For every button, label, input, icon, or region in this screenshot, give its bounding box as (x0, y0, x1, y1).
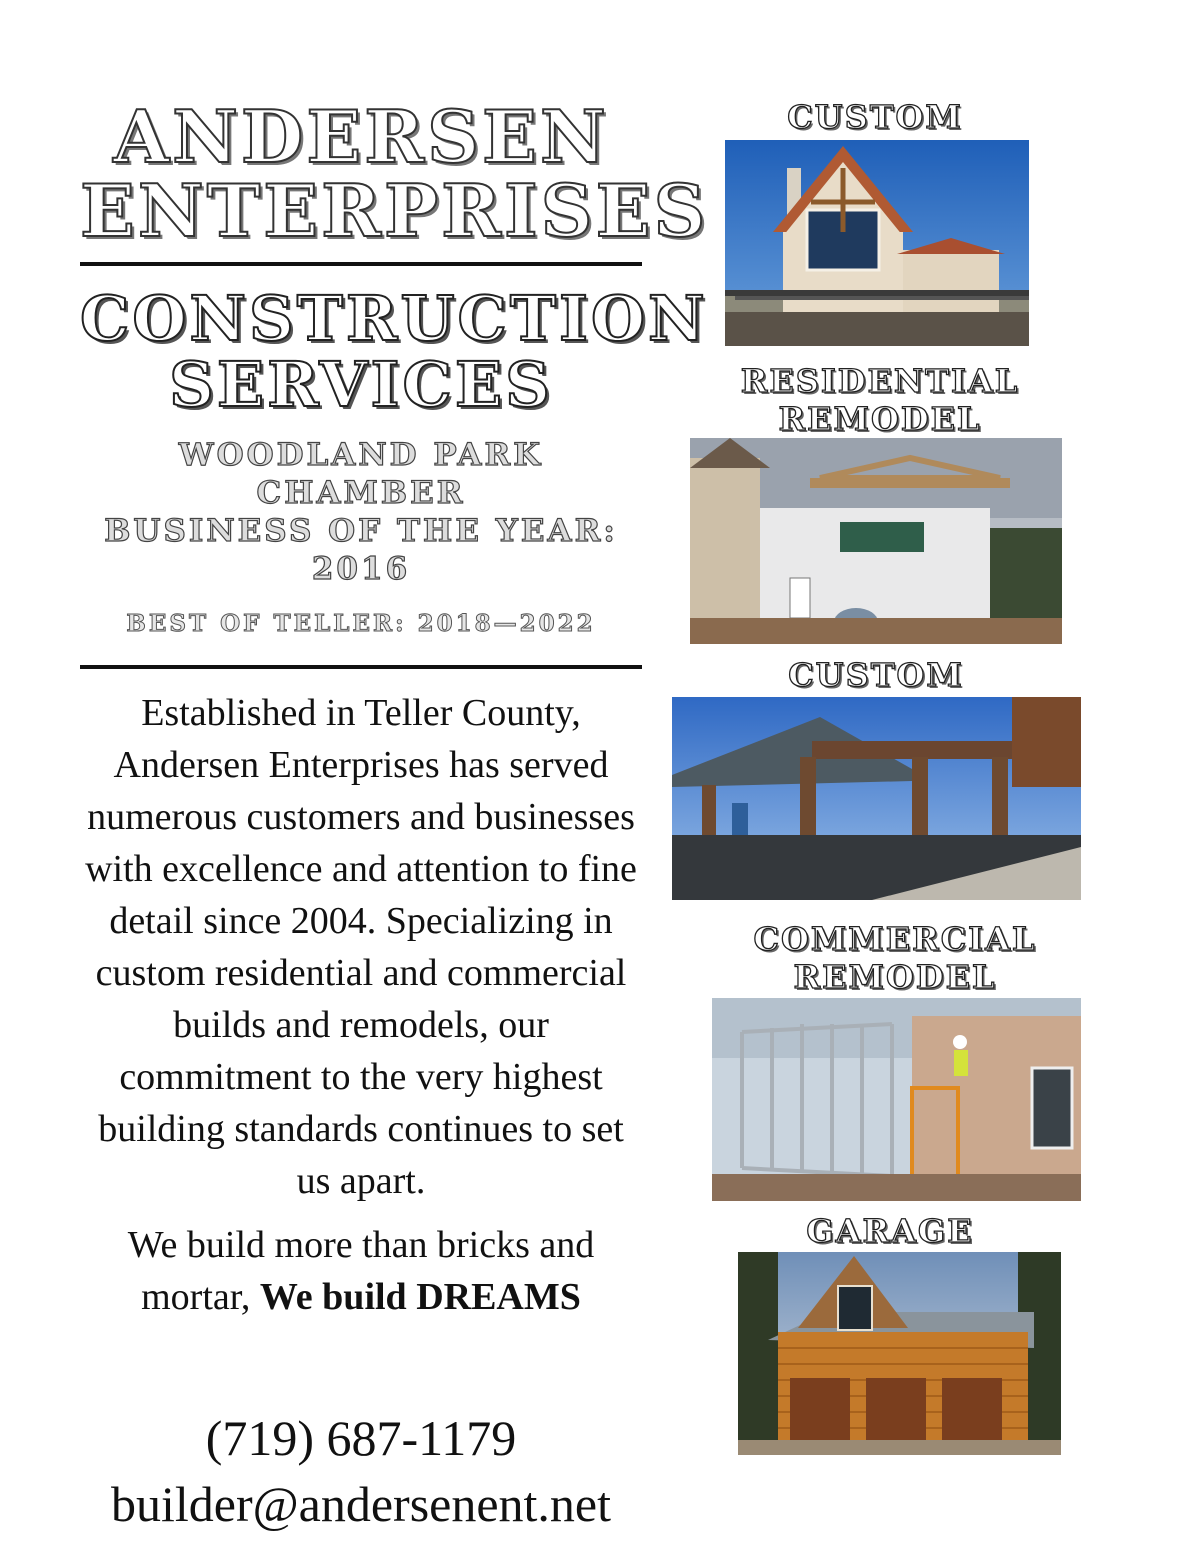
contact-block (80, 1405, 642, 1537)
tagline (80, 1219, 642, 1323)
phone-number[interactable]: (719) 687-1179 (205, 1410, 517, 1466)
best-of-teller: BEST OF TELLER: 2018—2022 (126, 610, 596, 637)
left-column (80, 94, 709, 1537)
heading-custom-commercial: CUSTOM (788, 656, 964, 694)
tagline-plain: We build more than bricks and mortar, (127, 1224, 595, 1318)
photo-garage (738, 1252, 1061, 1455)
company-name (80, 94, 709, 253)
award-text (80, 436, 642, 588)
heading-residential-remodel-line2: REMODEL (778, 400, 982, 438)
divider-bottom (80, 665, 642, 669)
services-title (80, 282, 708, 421)
photo-residential-remodel (690, 438, 1062, 644)
services-title-line1: CONSTRUCTION (80, 282, 708, 355)
tagline-bold: We build DREAMS (259, 1276, 581, 1318)
photo-custom-residential (725, 140, 1029, 346)
divider-top (80, 262, 642, 266)
heading-garage: GARAGE (806, 1212, 974, 1250)
award-line1: WOODLAND PARK CHAMBER (178, 437, 544, 511)
heading-residential-remodel-line1: RESIDENTIAL (740, 362, 1020, 400)
heading-custom-residential: CUSTOM (787, 98, 963, 136)
company-name-line2: ENTERPRISES (80, 168, 709, 253)
photo-commercial-remodel (712, 998, 1081, 1201)
company-name-line1: ANDERSEN (113, 94, 609, 179)
email-address[interactable]: builder@andersenent.net (110, 1476, 612, 1532)
about-paragraph: Established in Teller County, Andersen Enterprises has served numerous customers and businesses with excellence and attention to fine detail since 2004. Specializing in custom residential and commercial builds and remodels, our commitment to the very highest building standards continues to set us apart. (85, 692, 637, 1202)
heading-residential-remodel (720, 362, 1040, 438)
services-title-line2: SERVICES (169, 348, 553, 421)
heading-commercial-remodel (735, 920, 1055, 996)
award-line2: BUSINESS OF THE YEAR: 2016 (104, 513, 618, 587)
heading-commercial-remodel-line2: REMODEL (793, 958, 997, 996)
photo-custom-commercial (672, 697, 1081, 900)
heading-commercial-remodel-line1: COMMERCIAL (753, 920, 1037, 958)
